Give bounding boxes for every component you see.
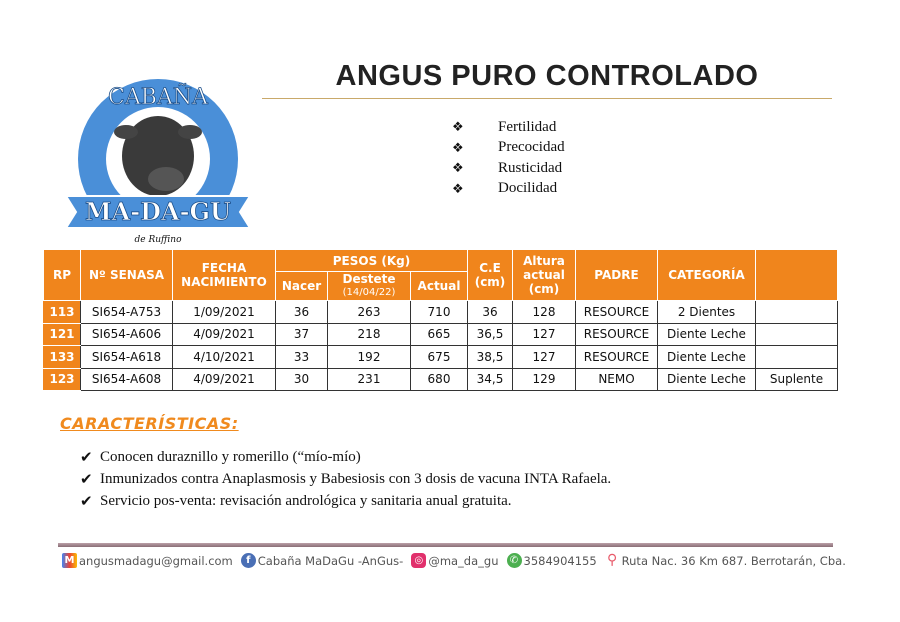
cabana-madagu-logo <box>58 64 258 246</box>
trait-label: Precocidad <box>498 139 565 156</box>
cell-categoria: 2 Dientes <box>658 301 756 324</box>
cell-extra <box>756 323 838 346</box>
characteristic-text: Servicio pos-venta: revisación andrológica y sanitaria anual gratuita. <box>100 492 512 509</box>
characteristic-text: Inmunizados contra Anaplasmosis y Babesiosis con 3 dosis de vacuna INTA Rafaela. <box>100 470 612 487</box>
cell-extra <box>756 301 838 324</box>
title-divider <box>262 98 832 99</box>
trait-label: Fertilidad <box>498 118 557 135</box>
cell-altura: 127 <box>513 346 576 369</box>
diamond-bullet-icon: ❖ <box>452 160 464 176</box>
trait-item <box>452 117 565 138</box>
whatsapp-icon: ✆ <box>507 553 522 568</box>
destete-date: (14/04/22) <box>342 287 396 298</box>
header-categoria: CATEGORÍA <box>658 250 756 301</box>
traits-list <box>452 117 565 199</box>
cell-senasa: SI654-A753 <box>81 301 173 324</box>
characteristic-text: Conocen duraznillo y romerillo (“mío-mío) <box>100 448 361 465</box>
location-pin-icon: ⚲ <box>607 552 618 568</box>
table-row <box>44 323 838 346</box>
footer-facebook[interactable]: Cabaña MaDaGu -AnGus- <box>257 553 404 568</box>
checkmark-icon: ✔ <box>80 493 93 510</box>
header-rp: RP <box>44 250 81 301</box>
diamond-bullet-icon: ❖ <box>452 139 464 155</box>
cell-nacer: 33 <box>276 346 328 369</box>
trait-label: Rusticidad <box>498 159 563 176</box>
cell-altura: 128 <box>513 301 576 324</box>
cell-fecha: 4/09/2021 <box>173 368 276 391</box>
cell-ce: 36,5 <box>468 323 513 346</box>
svg-text:de Ruffino: de Ruffino <box>134 235 182 245</box>
svg-text:CABAÑA: CABAÑA <box>108 85 208 110</box>
cell-ce: 34,5 <box>468 368 513 391</box>
footer-divider <box>58 543 833 547</box>
cell-categoria: Diente Leche <box>658 368 756 391</box>
gmail-icon: M <box>62 553 77 568</box>
cell-destete: 192 <box>328 346 411 369</box>
cell-nacer: 37 <box>276 323 328 346</box>
cell-senasa: SI654-A618 <box>81 346 173 369</box>
footer-whatsapp[interactable]: 3584904155 <box>523 553 597 568</box>
cell-actual: 665 <box>411 323 468 346</box>
cell-padre: RESOURCE <box>576 346 658 369</box>
cell-actual: 675 <box>411 346 468 369</box>
trait-label: Docilidad <box>498 180 558 197</box>
cell-padre: NEMO <box>576 368 658 391</box>
characteristic-item <box>80 490 611 512</box>
cell-rp: 121 <box>44 323 81 346</box>
header-senasa: Nº SENASA <box>81 250 173 301</box>
cell-ce: 38,5 <box>468 346 513 369</box>
cell-categoria: Diente Leche <box>658 346 756 369</box>
cell-extra <box>756 346 838 369</box>
header-destete <box>328 272 411 301</box>
cell-fecha: 1/09/2021 <box>173 301 276 324</box>
header-pesos: PESOS (Kg) <box>276 250 468 272</box>
cell-altura: 127 <box>513 323 576 346</box>
cell-actual: 710 <box>411 301 468 324</box>
destete-label: Destete <box>342 272 396 286</box>
checkmark-icon: ✔ <box>80 449 93 466</box>
trait-item <box>452 138 565 159</box>
table-row <box>44 301 838 324</box>
cell-nacer: 36 <box>276 301 328 324</box>
cell-rp: 123 <box>44 368 81 391</box>
header-altura: Altura actual (cm) <box>513 250 576 301</box>
checkmark-icon: ✔ <box>80 471 93 488</box>
cell-ce: 36 <box>468 301 513 324</box>
cell-altura: 129 <box>513 368 576 391</box>
cell-nacer: 30 <box>276 368 328 391</box>
table-row <box>44 368 838 391</box>
cell-rp: 113 <box>44 301 81 324</box>
contact-footer <box>62 553 854 568</box>
cell-destete: 231 <box>328 368 411 391</box>
cell-destete: 263 <box>328 301 411 324</box>
cell-fecha: 4/10/2021 <box>173 346 276 369</box>
header-fecha: FECHA NACIMIENTO <box>173 250 276 301</box>
instagram-icon: ◎ <box>411 553 426 568</box>
table-row <box>44 346 838 369</box>
cell-senasa: SI654-A608 <box>81 368 173 391</box>
header-padre: PADRE <box>576 250 658 301</box>
cell-senasa: SI654-A606 <box>81 323 173 346</box>
cell-padre: RESOURCE <box>576 323 658 346</box>
trait-item <box>452 179 565 200</box>
animals-table <box>43 249 838 391</box>
characteristic-item <box>80 468 611 490</box>
footer-instagram[interactable]: @ma_da_gu <box>428 553 499 568</box>
characteristics-title: CARACTERÍSTICAS: <box>60 414 239 433</box>
facebook-icon: f <box>241 553 256 568</box>
cell-fecha: 4/09/2021 <box>173 323 276 346</box>
trait-item <box>452 158 565 179</box>
cell-destete: 218 <box>328 323 411 346</box>
characteristic-item <box>80 446 611 468</box>
cell-rp: 133 <box>44 346 81 369</box>
svg-text:MA-DA-GU: MA-DA-GU <box>85 197 231 226</box>
cell-categoria: Diente Leche <box>658 323 756 346</box>
header-nacer: Nacer <box>276 272 328 301</box>
cell-actual: 680 <box>411 368 468 391</box>
cell-extra: Suplente <box>756 368 838 391</box>
cell-padre: RESOURCE <box>576 301 658 324</box>
header-ce: C.E (cm) <box>468 250 513 301</box>
characteristics-list <box>80 446 611 512</box>
footer-address: Ruta Nac. 36 Km 687. Berrotarán, Cba. <box>621 553 846 568</box>
diamond-bullet-icon: ❖ <box>452 180 464 196</box>
footer-email[interactable]: angusmadagu@gmail.com <box>79 553 233 568</box>
page-title: ANGUS PURO CONTROLADO <box>335 60 759 92</box>
header-extra <box>756 250 838 301</box>
diamond-bullet-icon: ❖ <box>452 119 464 135</box>
header-actual: Actual <box>411 272 468 301</box>
